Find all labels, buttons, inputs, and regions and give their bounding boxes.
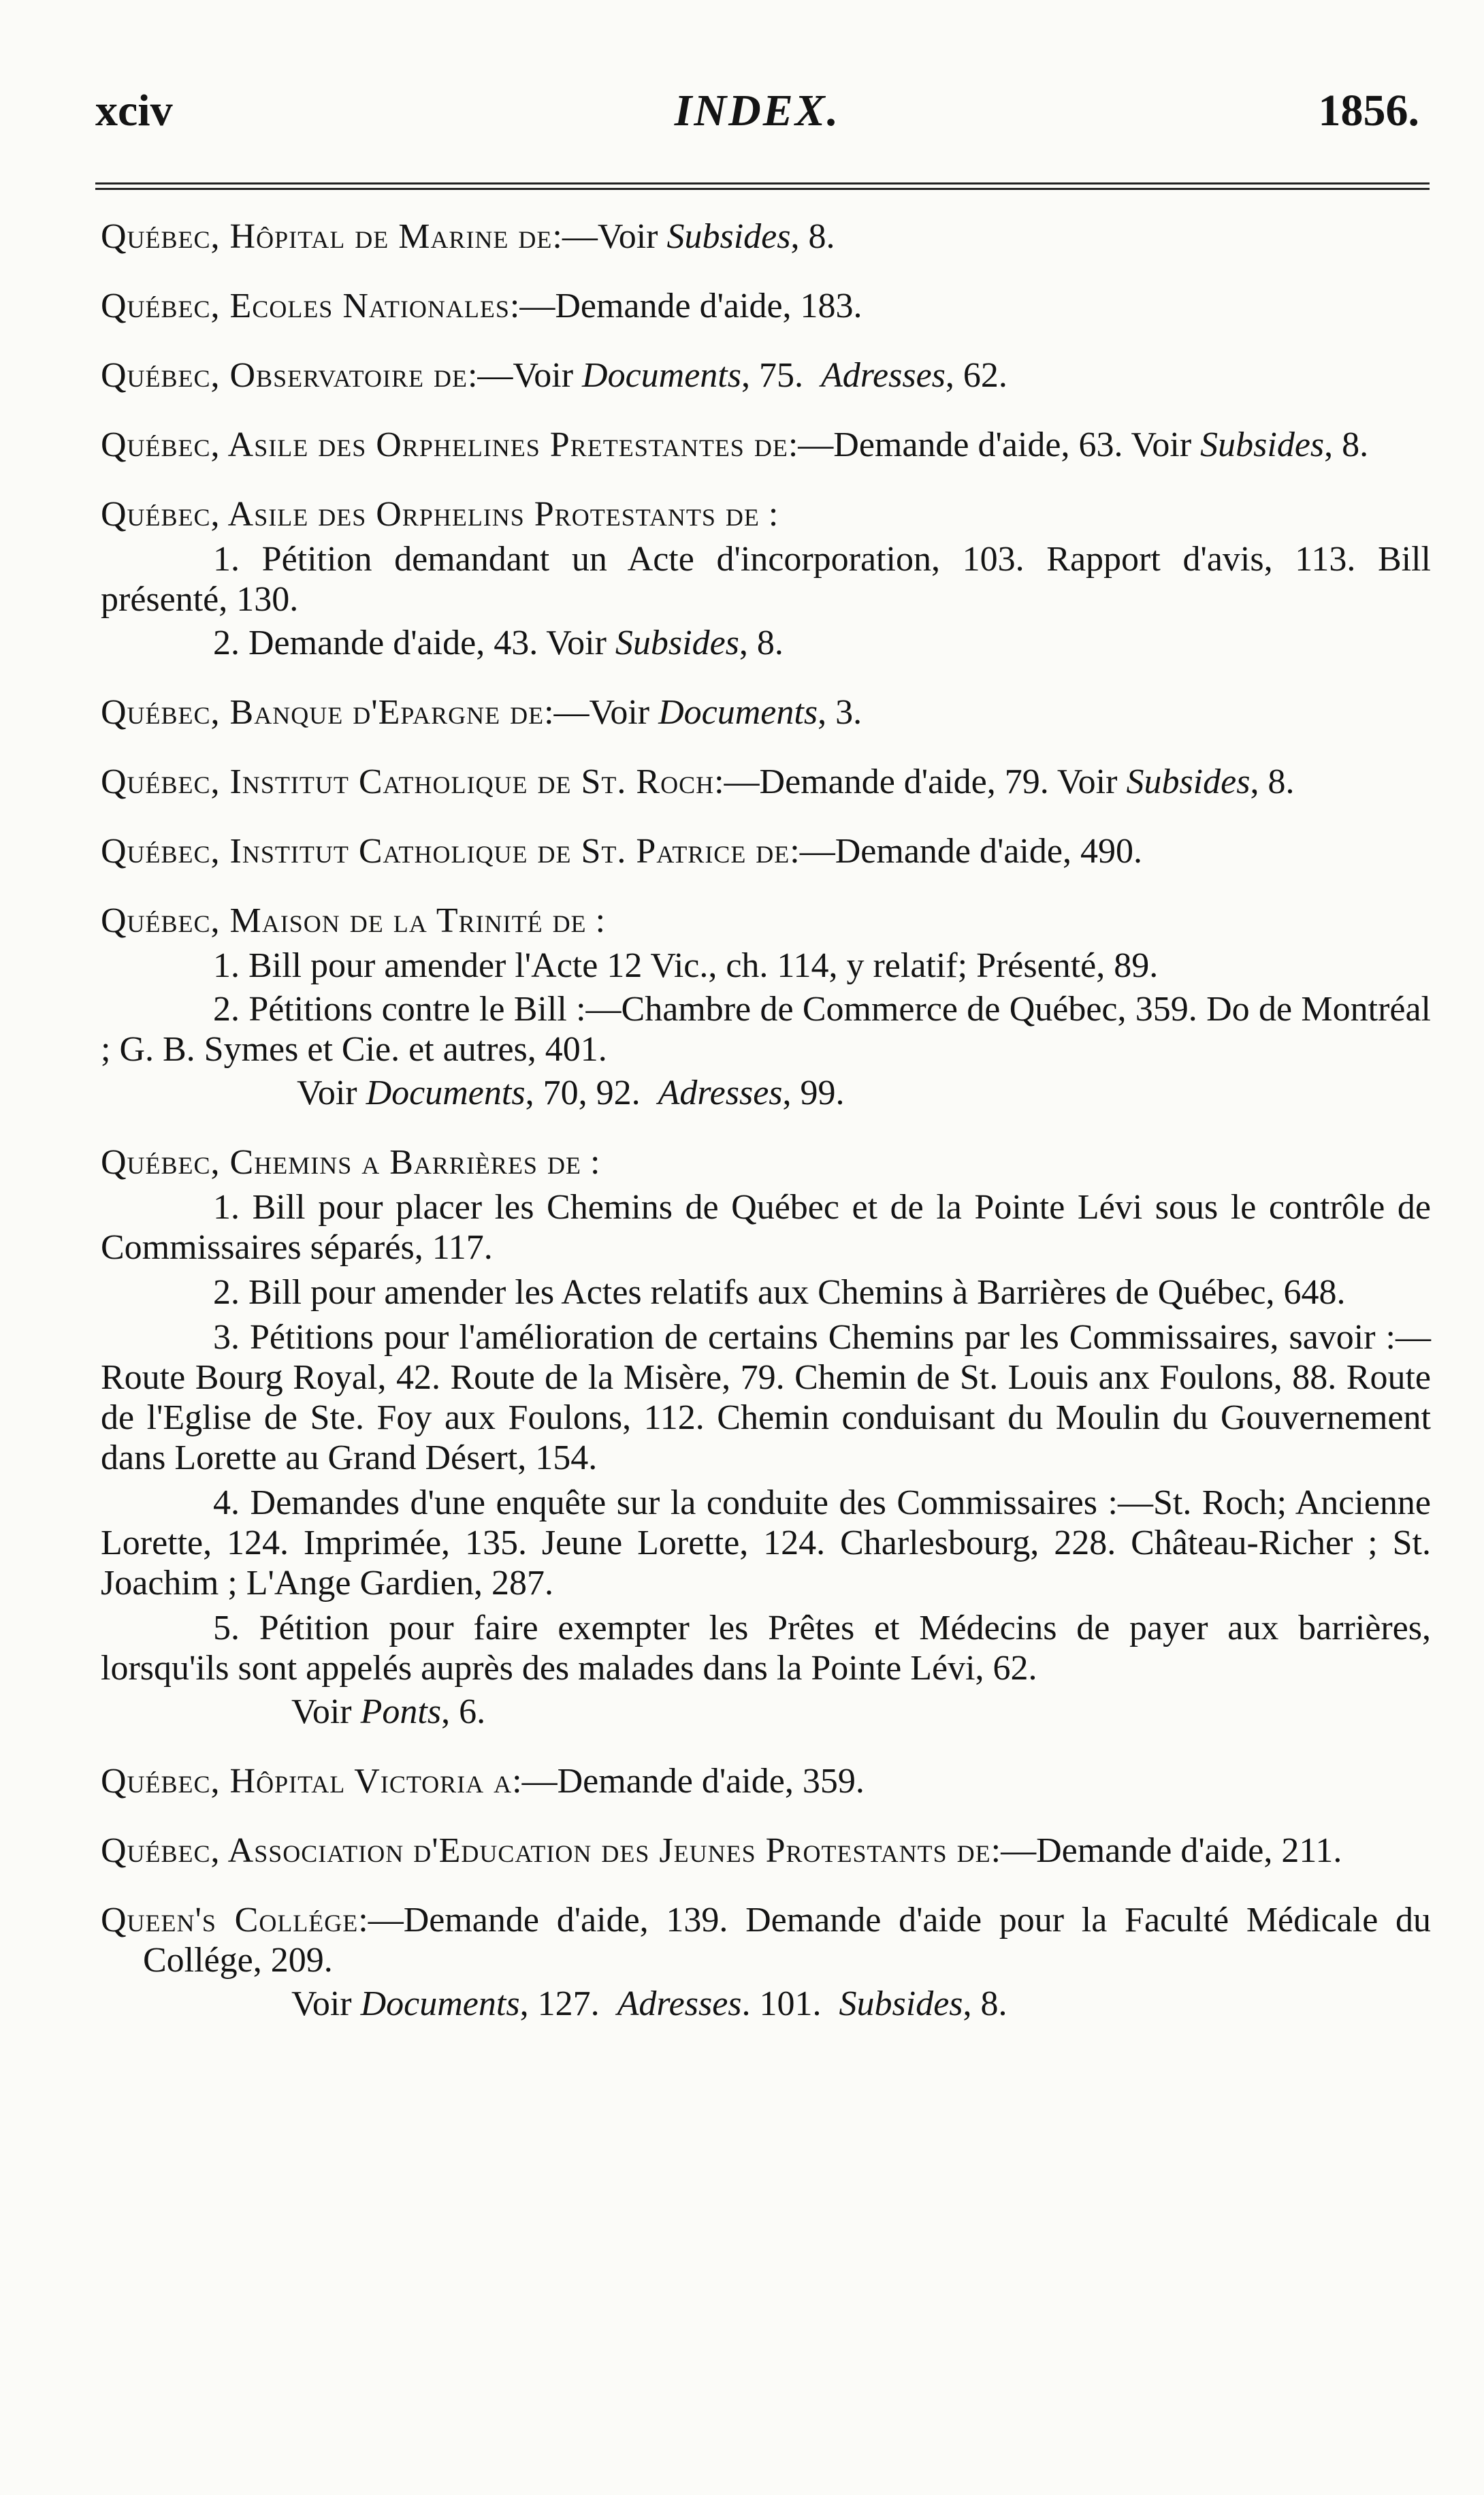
entry-text: :—Demande d'aide, 490. bbox=[790, 832, 1142, 871]
index-entry bbox=[101, 762, 1431, 802]
see-also-text: . 101. bbox=[741, 1984, 839, 2023]
see-also-text: , 70, 92. bbox=[525, 1074, 658, 1112]
subitem-text: 2. Demande d'aide, 43. Voir bbox=[213, 624, 615, 662]
entry-reference: Subsides bbox=[1126, 762, 1251, 801]
entry-subitem: 5. Pétition pour faire exempter les Prêtes et Médecins de payer aux barrières, lorsqu'ils sont appelés auprès des malades dans la Pointe Lévi, 62. bbox=[101, 1609, 1431, 1688]
see-also-text: , 99. bbox=[782, 1074, 845, 1112]
entry-text: :—Demande d'aide, 63. Voir bbox=[788, 425, 1201, 464]
index-entry bbox=[101, 1900, 1431, 2024]
entry-text: , 3. bbox=[818, 693, 862, 732]
subitem-text: , 8. bbox=[739, 624, 784, 662]
entry-subitem: 2. Pétitions contre le Bill :—Chambre de Commerce de Québec, 359. Do de Montréal ; G. B. Symes et Cie. et autres, 401. bbox=[101, 990, 1431, 1069]
entry-subitem: 1. Bill pour placer les Chemins de Québec et de la Pointe Lévi sous le contrôle de Commissaires séparés, 117. bbox=[101, 1188, 1431, 1267]
entry-text: :—Demande d'aide, 211. bbox=[990, 1831, 1342, 1870]
entry-reference: Documents bbox=[658, 693, 818, 732]
entry-see-also bbox=[101, 1984, 1431, 2024]
index-entry bbox=[101, 355, 1431, 396]
entry-heading: Québec, Institut Catholique de St. Patrice de bbox=[101, 832, 790, 871]
entry-see-also bbox=[101, 1692, 1431, 1732]
index-entry bbox=[101, 286, 1431, 326]
entry-text: : bbox=[759, 495, 779, 534]
entry-reference: Documents bbox=[582, 356, 741, 395]
index-entry bbox=[101, 425, 1431, 465]
entry-heading: Québec, Institut Catholique de St. Roch bbox=[101, 762, 715, 801]
entry-reference: Documents bbox=[360, 1984, 520, 2023]
entry-heading: Québec, Asile des Orphelines Pretestantes de bbox=[101, 425, 788, 464]
index-entry bbox=[101, 1761, 1431, 1801]
index-entry bbox=[101, 831, 1431, 871]
entry-subitem: 2. Bill pour amender les Actes relatifs aux Chemins à Barrières de Québec, 648. bbox=[213, 1273, 1346, 1312]
index-content bbox=[101, 216, 1431, 2053]
index-entry bbox=[101, 216, 1431, 257]
entry-subitem bbox=[101, 623, 1431, 663]
entry-heading: Québec, Observatoire de bbox=[101, 356, 468, 395]
page-title: INDEX. bbox=[674, 86, 841, 135]
entry-reference: Subsides bbox=[615, 624, 739, 662]
entry-subitem: 1. Bill pour amender l'Acte 12 Vic., ch. 114, y relatif; Présenté, 89. bbox=[213, 946, 1159, 985]
entry-text: :—Voir bbox=[544, 693, 659, 732]
entry-reference: Subsides bbox=[1200, 425, 1325, 464]
entry-reference: Documents bbox=[366, 1074, 526, 1112]
entry-text: , 62. bbox=[945, 356, 1007, 395]
index-entry bbox=[101, 1831, 1431, 1871]
entry-reference: Adresses bbox=[658, 1074, 783, 1112]
see-also-text: Voir bbox=[297, 1074, 366, 1112]
entry-text: , 75. bbox=[741, 356, 821, 395]
entry-subitem: 1. Pétition demandant un Acte d'incorporation, 103. Rapport d'avis, 113. Bill présenté, 130. bbox=[101, 540, 1431, 619]
entry-reference: Subsides bbox=[666, 217, 791, 256]
entry-heading: Québec, Asile des Orphelins Protestants de bbox=[101, 495, 760, 534]
entry-text: :—Voir bbox=[467, 356, 583, 395]
entry-text: :—Voir bbox=[552, 217, 667, 256]
entry-text: :—Demande d'aide, 359. bbox=[512, 1762, 865, 1801]
entry-reference: Adresses bbox=[820, 356, 946, 395]
entry-text: , 8. bbox=[790, 217, 835, 256]
see-also-text: , 6. bbox=[441, 1692, 486, 1731]
entry-see-also bbox=[101, 1073, 1431, 1113]
header-rule-bottom bbox=[95, 188, 1430, 190]
entry-text: :—Demande d'aide, 139. Demande d'aide pour la Faculté Médicale du Collége, 209. bbox=[143, 1901, 1431, 1980]
entry-subitem: 3. Pétitions pour l'amélioration de certains Chemins par les Commissaires, savoir :—Route Bourg Royal, 42. Route de la Misère, 79. Chemin de St. Louis anx Foulons, 88. Route de l'Eglise de Ste. Foy aux Foulons, 112. Chemin conduisant du Moulin du Gouvernement dans Lorette au Grand Désert, 154. bbox=[101, 1318, 1431, 1477]
entry-text: :—Demande d'aide, 183. bbox=[509, 287, 862, 325]
entry-heading: Québec, Association d'Education des Jeunes Protestants de bbox=[101, 1831, 991, 1870]
entry-reference: Ponts bbox=[360, 1692, 442, 1731]
see-also-text: , 127. bbox=[519, 1984, 617, 2023]
entry-heading: Québec, Hôpital Victoria a bbox=[101, 1762, 513, 1801]
entry-reference: Adresses bbox=[617, 1984, 742, 2023]
index-entry bbox=[101, 692, 1431, 733]
page-number: xciv bbox=[95, 86, 173, 135]
index-entry bbox=[101, 901, 1431, 1113]
index-entry bbox=[101, 1142, 1431, 1732]
entry-text: : bbox=[581, 1143, 600, 1182]
see-also-text: , 8. bbox=[963, 1984, 1007, 2023]
entry-reference: Subsides bbox=[839, 1984, 963, 2023]
entry-heading: Québec, Chemins a Barrières de bbox=[101, 1143, 581, 1182]
entry-text: : bbox=[586, 901, 606, 940]
entry-heading: Québec, Maison de la Trinité de bbox=[101, 901, 587, 940]
see-also-text: Voir bbox=[291, 1984, 361, 2023]
page-header bbox=[95, 78, 1419, 146]
entry-subitem: 4. Demandes d'une enquête sur la conduite des Commissaires :—St. Roch; Ancienne Lorette, 124. Imprimée, 135. Jeune Lorette, 124. Charlesbourg, 228. Château-Richer ; St. Joachim ; L'Ange Gardien, 287. bbox=[101, 1483, 1431, 1603]
page-year: 1856. bbox=[1318, 86, 1419, 135]
entry-heading: Queen's Collége bbox=[101, 1901, 359, 1939]
entry-text: :—Demande d'aide, 79. Voir bbox=[714, 762, 1127, 801]
entry-heading: Québec, Banque d'Epargne de bbox=[101, 693, 545, 732]
header-rule-top bbox=[95, 182, 1430, 184]
entry-heading: Québec, Ecoles Nationales bbox=[101, 287, 510, 325]
entry-text: , 8. bbox=[1324, 425, 1369, 464]
entry-text: , 8. bbox=[1250, 762, 1295, 801]
entry-heading: Québec, Hôpital de Marine de bbox=[101, 217, 553, 256]
index-entry bbox=[101, 494, 1431, 663]
see-also-text: Voir bbox=[291, 1692, 361, 1731]
